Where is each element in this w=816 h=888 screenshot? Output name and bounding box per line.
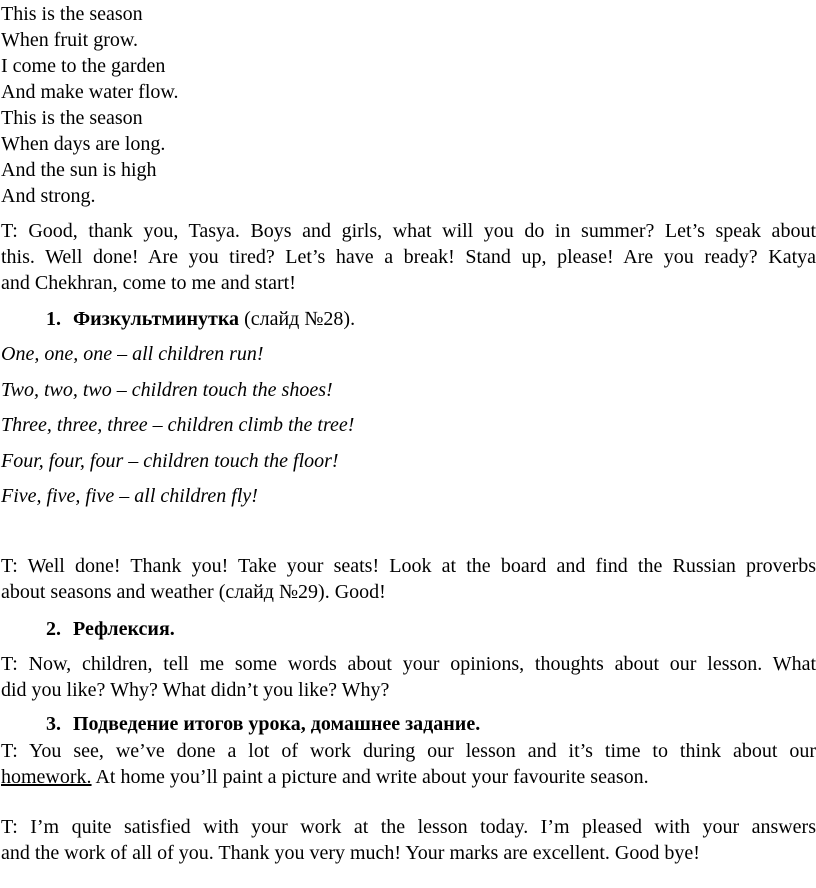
paragraph-teacher-goodbye [1,814,816,866]
poem-line: And the sun is high [1,159,157,181]
section-heading-warmup [46,306,355,332]
homework-rest: At home you’ll paint a picture and write about your favourite season. [91,766,649,788]
heading-title: Физкультминутка [73,308,240,330]
paragraph-line: did you like? Why? What didn’t you like? Why? [1,679,390,701]
poem-line: This is the season [1,3,143,25]
poem-line: When days are long. [1,133,166,155]
paragraph-line [1,764,816,790]
heading-number: 3. [46,713,61,735]
heading-suffix: (слайд №28). [239,308,356,330]
paragraph-teacher-opinions [1,651,816,703]
poem-line: When fruit grow. [1,29,138,51]
paragraph-line: T: I’m quite satisfied with your work at the lesson today. I’m pleased with your answers [1,816,816,838]
paragraph-teacher-summer [1,218,816,296]
paragraph-line: and the work of all of you. Thank you very much! Your marks are excellent. Good bye! [1,842,700,864]
paragraph-line: T: Now, children, tell me some words about your opinions, thoughts about our lesson. What [1,653,816,675]
homework-underlined: homework. [1,766,92,788]
paragraph-line: T: Good, thank you, Tasya. Boys and girls, what will you do in summer? Let’s speak about [1,220,816,242]
paragraph-line: and Chekhran, come to me and start! [1,272,296,294]
paragraph-line: T: Well done! Thank you! Take your seats! Look at the board and find the Russian proverbs [1,555,816,577]
paragraph-teacher-homework [1,738,816,790]
poem-line: This is the season [1,107,143,129]
poem-line: And strong. [1,185,96,207]
exercise-line: Five, five, five – all children fly! [1,485,258,507]
heading-title: Подведение итогов урока, домашнее задание. [73,713,481,735]
poem-line: And make water flow. [1,81,179,103]
paragraph-line: about seasons and weather (слайд №29). Good! [1,581,386,603]
exercise-line: Four, four, four – children touch the floor! [1,450,339,472]
paragraph-line: this. Well done! Are you tired? Let’s have a break! Stand up, please! Are you ready? Katya [1,246,816,268]
section-heading-reflection [46,616,175,642]
exercise-line: One, one, one – all children run! [1,343,264,365]
heading-number: 2. [46,618,61,640]
poem-line: I come to the garden [1,55,166,77]
heading-title: Рефлексия. [73,618,175,640]
paragraph-teacher-proverbs [1,553,816,605]
exercise-line: Three, three, three – children climb the tree! [1,414,355,436]
paragraph-line: T: You see, we’ve done a lot of work during our lesson and it’s time to think about our [1,740,816,762]
heading-number: 1. [46,308,61,330]
section-heading-summary [46,711,480,737]
exercise-line: Two, two, two – children touch the shoes! [1,379,333,401]
